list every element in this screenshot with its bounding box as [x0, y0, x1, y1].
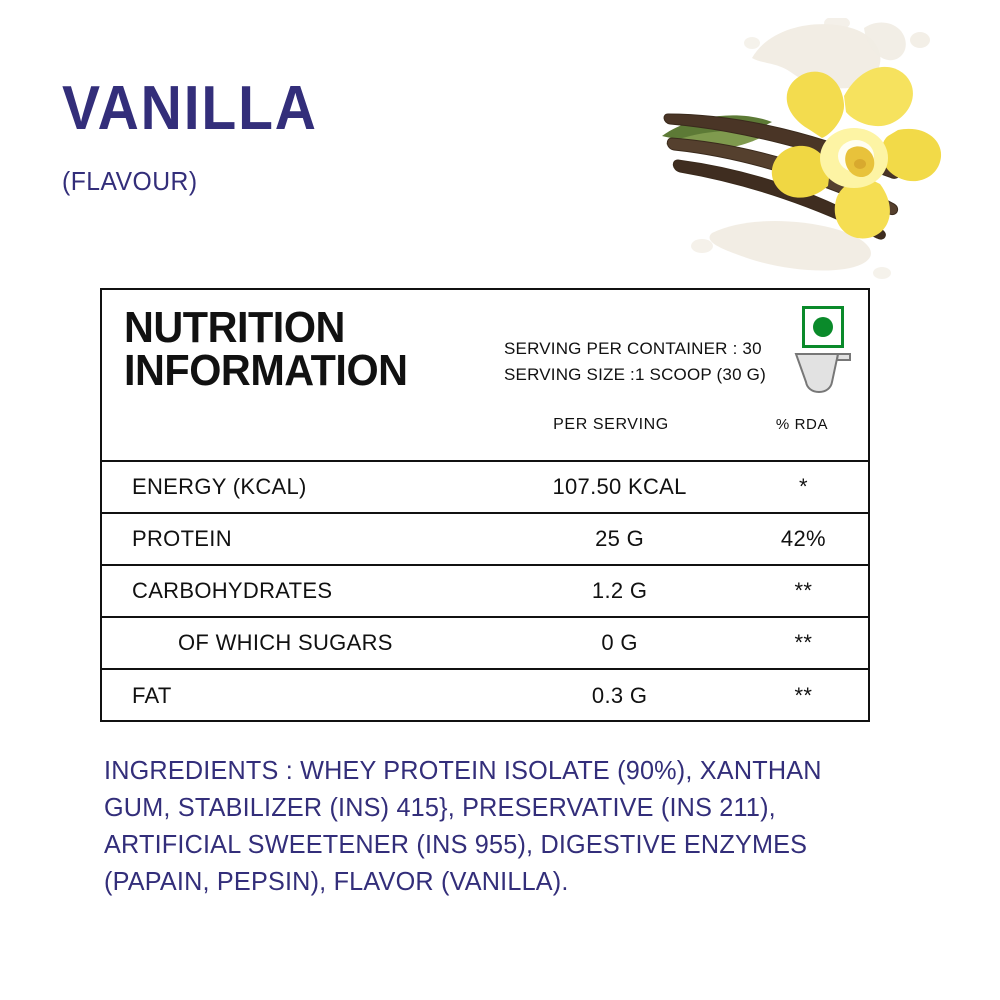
table-row — [102, 565, 868, 617]
table-column-headers — [102, 416, 868, 456]
table-row — [102, 669, 868, 721]
column-header-per-serving: PER SERVING — [553, 416, 669, 433]
nutrient-name: ENERGY (KCAL) — [102, 461, 500, 513]
nutrition-information-panel — [100, 288, 870, 722]
nutrient-per-serving: 25 G — [500, 513, 738, 565]
nutrition-header — [102, 290, 868, 416]
ingredients-text: WHEY PROTEIN ISOLATE (90%), XANTHAN GUM, STABILIZER (INS) 415}, PRESERVATIVE (INS 211), ARTIFICIAL SWEETENER (INS 955), DIGESTIVE ENZYMES (PAPAIN, PEPSIN), FLAVOR (VANILLA). — [104, 755, 822, 896]
nutrient-rda: ** — [739, 669, 868, 721]
column-header-rda: % RDA — [775, 416, 829, 433]
nutrient-per-serving: 0.3 G — [500, 669, 738, 721]
nutrient-per-serving: 107.50 KCAL — [500, 461, 738, 513]
nutrient-rda: ** — [739, 565, 868, 617]
scoop-icon — [792, 348, 854, 396]
nutrient-name: FAT — [102, 669, 500, 721]
nutrition-title — [124, 303, 408, 396]
nutrient-rda: 42% — [739, 513, 868, 565]
ingredients-section — [104, 752, 880, 900]
table-row — [102, 617, 868, 669]
ingredients-label: INGREDIENTS : — [104, 755, 293, 785]
nutrition-title-line1: NUTRITION — [124, 303, 345, 352]
nutrient-rda: * — [739, 461, 868, 513]
flavour-subtitle: (FLAVOUR) — [62, 166, 198, 196]
nutrition-title-line2: INFORMATION — [124, 346, 408, 396]
nutrient-rda: ** — [739, 617, 868, 669]
veg-symbol-icon — [802, 306, 844, 348]
nutrient-per-serving: 0 G — [500, 617, 738, 669]
nutrient-per-serving: 1.2 G — [500, 565, 738, 617]
nutrient-name: PROTEIN — [102, 513, 500, 565]
nutrient-name: CARBOHYDRATES — [102, 565, 500, 617]
table-row — [102, 513, 868, 565]
serving-size: SERVING SIZE :1 SCOOP (30 G) — [504, 365, 766, 385]
nutrition-table — [102, 460, 868, 721]
serving-info — [504, 336, 766, 389]
nutrient-name: OF WHICH SUGARS — [102, 617, 500, 669]
serving-per-container: SERVING PER CONTAINER : 30 — [504, 339, 762, 358]
vanilla-flower-illustration — [632, 18, 962, 283]
page-title: VANILLA — [62, 74, 318, 143]
table-row — [102, 461, 868, 513]
veg-symbol-dot — [813, 317, 833, 337]
